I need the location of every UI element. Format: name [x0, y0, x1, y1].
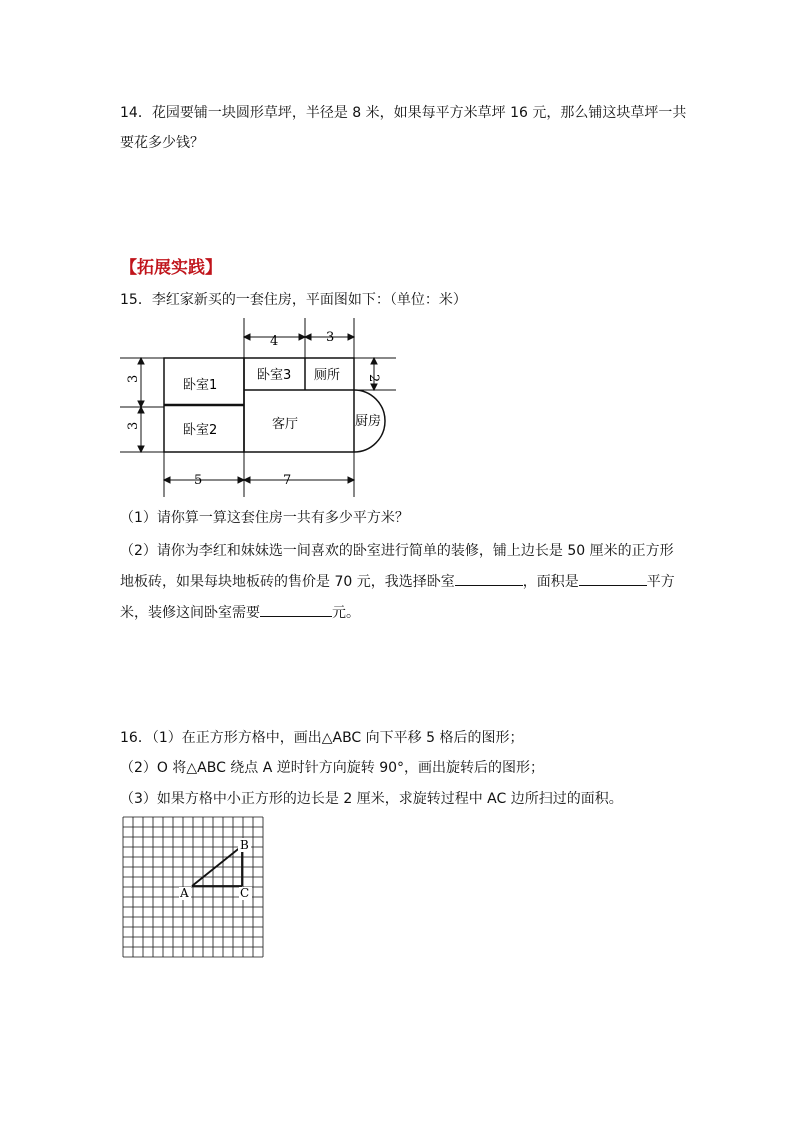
- room-bedroom-3: 卧室3: [257, 368, 292, 383]
- answer-blank-bedroom[interactable]: [455, 571, 523, 586]
- q15-sub-2-line-3: [120, 602, 360, 623]
- dim-bottom-b: 7: [283, 473, 292, 488]
- answer-blank-area[interactable]: [579, 571, 647, 586]
- room-kitchen: 厨房: [355, 414, 382, 429]
- q15-sub-2-line-1: （2）请你为李红和妹妹选一间喜欢的卧室进行简单的装修，铺上边长是 50 厘米的正方形: [120, 543, 674, 559]
- dim-bottom-a: 5: [194, 473, 203, 488]
- point-a-label: A: [180, 886, 189, 900]
- dim-right: 2: [366, 374, 381, 383]
- floor-plan-diagram: [0, 0, 794, 520]
- dim-left-top: 3: [126, 374, 141, 383]
- q15-sub-2-text-a: 地板砖，如果每块地板砖的售价是 70 元，我选择卧室: [120, 574, 455, 590]
- q14-line-1: 14．花园要铺一块圆形草坪，半径是 8 米，如果每平方米草坪 16 元，那么铺这块草坪一共: [120, 105, 687, 121]
- square-grid[interactable]: [122, 816, 264, 958]
- room-bedroom-2: 卧室2: [183, 423, 218, 438]
- dim-top-a: 4: [270, 334, 279, 349]
- room-toilet: 厕所: [314, 368, 341, 383]
- q15-intro: 15．李红家新买的一套住房，平面图如下：（单位：米）: [120, 292, 467, 308]
- point-b-label: B: [240, 838, 249, 852]
- dim-top-b: 3: [326, 330, 335, 345]
- room-living: 客厅: [272, 417, 299, 432]
- q15-sub-1: （1）请你算一算这套住房一共有多少平方米？: [120, 510, 409, 526]
- q15-sub-3-text-a: 米，装修这间卧室需要: [120, 605, 260, 621]
- answer-blank-cost[interactable]: [260, 602, 332, 617]
- point-c-label: C: [240, 886, 250, 900]
- q16-line-3: （3）如果方格中小正方形的边长是 2 厘米，求旋转过程中 AC 边所扫过的面积。: [120, 791, 623, 807]
- q15-sub-3-text-b: 元。: [332, 605, 360, 621]
- q14-line-2: 要花多少钱？: [120, 135, 204, 151]
- section-title: 【拓展实践】: [120, 258, 222, 278]
- q15-sub-2-line-2: [120, 571, 675, 592]
- dim-left-bottom: 3: [126, 421, 141, 430]
- q16-line-2: （2）O 将△ABC 绕点 A 逆时针方向旋转 90°，画出旋转后的图形；: [120, 760, 545, 776]
- q15-sub-2-text-b: ，面积是: [522, 574, 579, 590]
- q15-sub-2-text-c: 平方: [646, 574, 675, 590]
- q16-line-1: 16．（1）在正方形方格中，画出△ABC 向下平移 5 格后的图形；: [120, 730, 524, 746]
- triangle-side-ab: [192, 846, 242, 886]
- room-bedroom-1: 卧室1: [183, 378, 218, 393]
